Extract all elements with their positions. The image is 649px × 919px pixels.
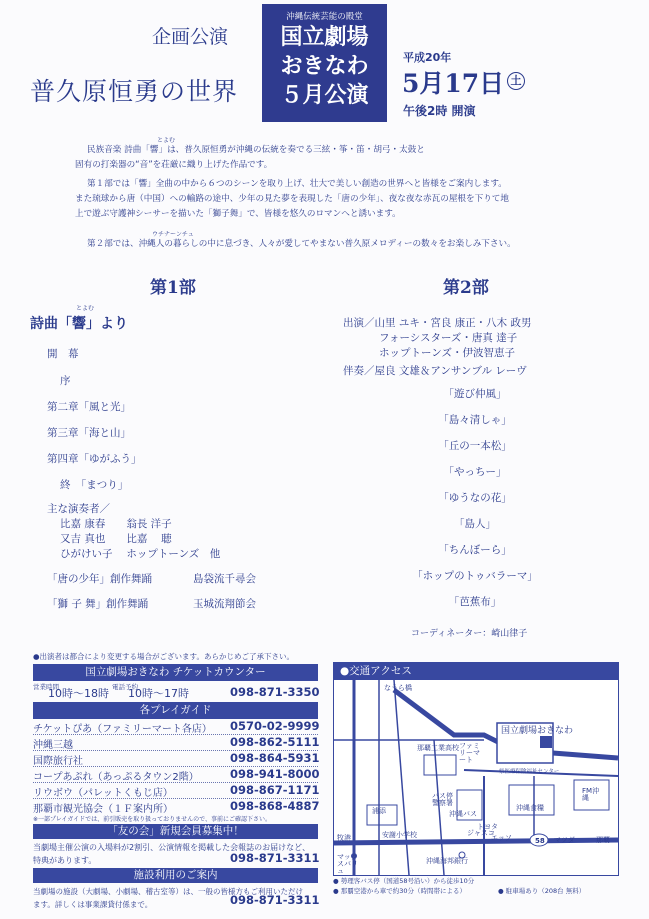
hours-phone: 10時～17時 xyxy=(128,687,189,700)
part2-song-3: 「丘の一本松」 xyxy=(438,440,512,452)
event-label: 企画公演 xyxy=(152,26,229,48)
guide-row xyxy=(33,766,318,783)
guide-tel[interactable]: 098-867-1171 xyxy=(230,783,320,797)
part1-ruby: とよむ xyxy=(76,305,95,312)
part2-cast-3: ホップトーンズ・伊波智恵子 xyxy=(379,347,515,359)
facility-line-2: ます。詳しくは事業課貸付係まで。 xyxy=(33,900,153,909)
part2-song-4: 「やっちー」 xyxy=(443,466,507,478)
guide-tel[interactable]: 098-941-8000 xyxy=(230,767,320,781)
part1-player-2: 又吉 真也 比嘉 聴 xyxy=(60,533,172,545)
facility-header: 施設利用のご案内 xyxy=(33,868,318,883)
part2-coordinator: コーディネーター：崎山律子 xyxy=(411,629,528,639)
friends-line-1: 当劇場主催公演の入場料が2割引、公演情報を掲載した会報誌のお届けなど、 xyxy=(33,843,311,852)
part2-song-6: 「島人」 xyxy=(454,518,496,530)
map-label-theater: 国立劇場おきなわ xyxy=(501,726,574,736)
access-map[interactable] xyxy=(333,662,619,876)
part1-item-3: 第二章「風と光」 xyxy=(47,401,131,413)
facility-tel[interactable]: 098-871-3311 xyxy=(230,893,320,907)
map-label-fm: FM沖縄 xyxy=(582,787,600,802)
part1-player-1: 比嘉 康春 翁長 洋子 xyxy=(60,518,172,530)
map-label-naha: 那覇 xyxy=(596,836,610,844)
parking-icon: P xyxy=(558,736,565,746)
map-label-mazda: マツダ xyxy=(554,836,575,844)
intro-line-6: 第２部では、沖縄人の暮らしの中に息づき、人々が愛してやまない普久原メロディーの数々をお楽しみ下さい。 xyxy=(87,239,516,249)
guide-note: ※一部プレイガイドでは、前引販売を取り扱っておりませんので、事前にご確認下さい。 xyxy=(33,816,272,823)
part1-dance-2-troupe: 玉城流翔節会 xyxy=(193,598,256,610)
guide-row xyxy=(33,718,318,735)
map-label-esso: エッソ xyxy=(491,834,512,842)
venue-box-subtitle: 沖縄伝統芸能の殿堂 xyxy=(286,12,363,22)
access-map-title: ●交通アクセス xyxy=(334,663,618,680)
part1-item-5: 第四章「ゆがふう」 xyxy=(47,453,142,465)
access-note-1: ● 勢理客バス停（国道58号沿い）から徒歩10分 xyxy=(333,877,475,885)
hours-phone-label: 電話予約 xyxy=(112,683,138,691)
part1-dance-1-troupe: 島袋流千尋会 xyxy=(193,573,256,585)
guide-name: コープあぷれ（あっぷるタウン2階） xyxy=(33,772,199,783)
guide-name: 沖縄三越 xyxy=(33,740,73,751)
ruby-uchinanchu: ウチナーンチュ xyxy=(152,231,194,238)
event-title: 普久原恒勇の世界 xyxy=(30,77,239,106)
part1-item-4: 第三章「海と山」 xyxy=(47,427,131,439)
guide-row xyxy=(33,734,318,751)
guide-tel[interactable]: 098-868-4887 xyxy=(230,799,320,813)
part2-song-1: 「遊び仲風」 xyxy=(443,388,507,400)
map-label-bus-stop: バス停 警察署 xyxy=(432,792,453,807)
date-time: 午後2時 開演 xyxy=(403,104,476,118)
guide-name: 那覇市観光協会（１Ｆ案内所） xyxy=(33,804,173,815)
map-label-maxvalu: マックスバリュ xyxy=(337,853,358,875)
part1-dance-1-name: 「唐の少年」創作舞踊 xyxy=(47,573,152,585)
hours-weekday: 10時～18時 xyxy=(48,687,109,700)
map-label-school: 那覇工業高校 xyxy=(417,744,459,752)
intro-line-1: 民族音楽 詩曲「響」は、普久原恒勇が沖縄の伝統を奏でる三絃・筝・笛・胡弓・太鼓と xyxy=(87,145,425,155)
venue-box-line-1: 国立劇場 xyxy=(280,25,369,50)
part1-item-1: 開 幕 xyxy=(47,348,79,360)
part1-players-label: 主な演奏者／ xyxy=(47,503,110,515)
date-day: 5月17日 xyxy=(402,69,505,98)
map-label-market: 沖縄食糧 xyxy=(516,804,544,812)
part2-cast-2: フォーシスターズ・唐真 達子 xyxy=(379,332,518,344)
friends-line-2: 特典があります。 xyxy=(33,856,97,865)
venue-box xyxy=(262,4,387,122)
guide-name: リウボウ（パレットくもじ店） xyxy=(33,788,173,799)
map-label-toyota: トヨタ xyxy=(477,823,498,831)
intro-line-4: また琉球から唐（中国）への輸路の途中、少年の見た夢を表現した「唐の少年」、夜な夜な赤瓦の屋根を下りて地 xyxy=(75,194,509,204)
date-weekday: 土 xyxy=(507,72,525,90)
guide-row xyxy=(33,750,318,767)
access-note-3: ● 駐車場あり（208台 無料） xyxy=(498,887,586,895)
map-label-mart: ファミリーマート xyxy=(459,742,480,764)
part1-item-6: 終 「まつり」 xyxy=(60,479,129,491)
part1-dance-2-name: 「獅 子 舞」創作舞踊 xyxy=(47,598,149,610)
venue-box-line-2: おきなわ xyxy=(280,54,369,79)
part2-song-8: 「ホップのトゥバラーマ」 xyxy=(412,570,538,582)
facility-line-1: 当劇場の施設（大劇場、小劇場、稽古室等）は、一般の皆様方もご利用いただけ xyxy=(33,887,303,896)
part1-poem: 詩曲「響」より xyxy=(30,316,128,332)
cast-change-notice: ●出演者は都合により変更する場合がございます。あらかじめご了承下さい。 xyxy=(33,652,294,661)
friends-tel[interactable]: 098-871-3311 xyxy=(230,851,320,865)
part1-player-3: ひがけい子 ホップトーンズ 他 xyxy=(60,548,221,560)
part2-song-2: 「島々清しゃ」 xyxy=(438,414,512,426)
part2-cast-1: 出演／山里 ユキ・宮良 康正・八木 政男 xyxy=(343,317,532,329)
guide-tel[interactable]: 0570-02-9999 xyxy=(230,719,320,733)
guide-row xyxy=(33,798,318,814)
counter-tel[interactable]: 098-871-3350 xyxy=(230,685,320,699)
guide-row xyxy=(33,782,318,799)
guide-header: 各プレイガイド xyxy=(33,702,318,719)
map-label-bus: 沖縄バス xyxy=(449,810,477,818)
route58-label: 58 xyxy=(535,837,545,845)
map-drawing xyxy=(334,680,618,875)
part1-item-2: 序 xyxy=(60,375,71,387)
part2-song-9: 「芭蕉布」 xyxy=(448,596,502,608)
guide-tel[interactable]: 098-862-5111 xyxy=(230,735,320,749)
map-label-bridge: なうら橋 xyxy=(384,684,412,692)
map-label-urasoe: 浦添 xyxy=(372,807,386,815)
friends-header: 「友の会」新規会員募集中！ xyxy=(33,824,318,839)
hours-weekday-label: 営業時間 xyxy=(33,683,59,691)
map-label-makiminato: 牧港 xyxy=(337,834,351,842)
guide-name: チケットぴあ（ファミリーマート各店） xyxy=(33,724,212,735)
intro-line-3: 第１部では「響」全曲の中から６つのシーンを取り上げ、壮大で美しい創造の世界へと皆様をご案内します。 xyxy=(87,179,507,189)
map-label-jusco: ジャスコ xyxy=(467,829,495,837)
guide-tel[interactable]: 098-864-5931 xyxy=(230,751,320,765)
ruby-toyomu: とよむ xyxy=(157,137,176,144)
map-label-center: 県医療保険福祉センター xyxy=(499,769,560,775)
intro-line-2: 固有の打楽器の“音”を荘厳に織り上げた作品です。 xyxy=(75,160,273,170)
part2-title: 第2部 xyxy=(443,278,489,298)
part2-song-7: 「ちんぼーら」 xyxy=(438,544,512,556)
part1-title: 第1部 xyxy=(150,278,196,298)
venue-box-line-3: ５月公演 xyxy=(280,83,369,108)
date-era: 平成20年 xyxy=(403,51,452,64)
access-note-2: ● 那覇空港から車で約30分（時間帯による） xyxy=(333,887,467,895)
map-label-bank: 沖縄海邦銀行 xyxy=(426,857,468,865)
part2-song-5: 「ゆうなの花」 xyxy=(438,492,512,504)
intro-line-5: 上で遊ぶ守護神シーサーを描いた「獅子舞」で、皆様を悠久のロマンへと誘います。 xyxy=(75,209,401,219)
guide-name: 国際旅行社 xyxy=(33,756,83,767)
part2-accompany: 伴奏／屋良 文雄＆アンサンブル レーヴ xyxy=(343,365,527,377)
map-label-school2: 安謝小学校 xyxy=(382,831,417,839)
ticket-counter-header: 国立劇場おきなわ チケットカウンター xyxy=(33,664,318,681)
